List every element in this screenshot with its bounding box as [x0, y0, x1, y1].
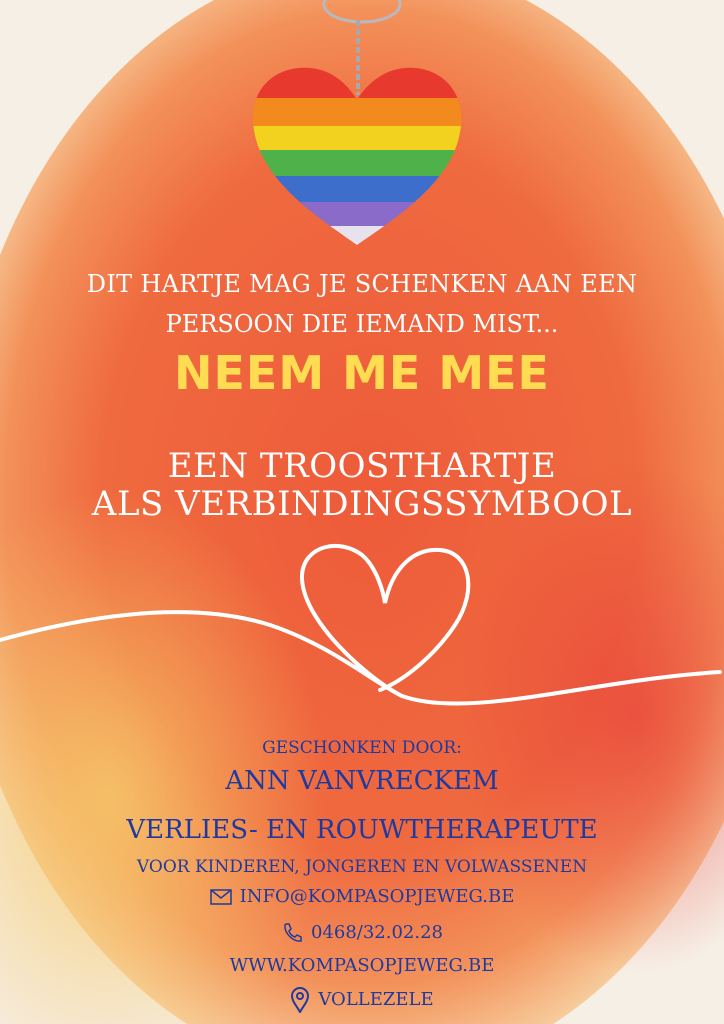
donor-role: VERLIES- EN ROUWTHERAPEUTE	[126, 815, 598, 845]
phone-text: 0468/32.02.28	[310, 922, 444, 943]
contact-phone[interactable]	[0, 922, 724, 944]
location-text: VOLLEZELE	[318, 989, 434, 1010]
subtitle-line-1: EEN TROOSTHARTJE	[167, 446, 557, 486]
contact-website[interactable]: WWW.KOMPASOPJEWEG.BE	[229, 955, 495, 976]
intro-line-1: DIT HARTJE MAG JE SCHENKEN AAN EEN	[86, 270, 638, 298]
donor-label: GESCHONKEN DOOR:	[262, 738, 462, 758]
map-pin-icon	[290, 987, 310, 1013]
phone-icon	[281, 922, 303, 944]
page-title: NEEM ME MEE	[174, 346, 550, 400]
donor-audience: VOOR KINDEREN, JONGEREN EN VOLWASSENEN	[136, 857, 588, 877]
donor-name: ANN VANVRECKEM	[225, 766, 499, 796]
email-text: INFO@KOMPASOPJEWEG.BE	[239, 886, 515, 907]
intro-line-2: PERSOON DIE IEMAND MIST...	[165, 310, 559, 338]
envelope-icon	[210, 889, 232, 905]
subtitle-line-2: ALS VERBINDINGSSYMBOOL	[91, 484, 633, 524]
contact-email[interactable]	[0, 886, 724, 907]
contact-location	[0, 987, 724, 1013]
